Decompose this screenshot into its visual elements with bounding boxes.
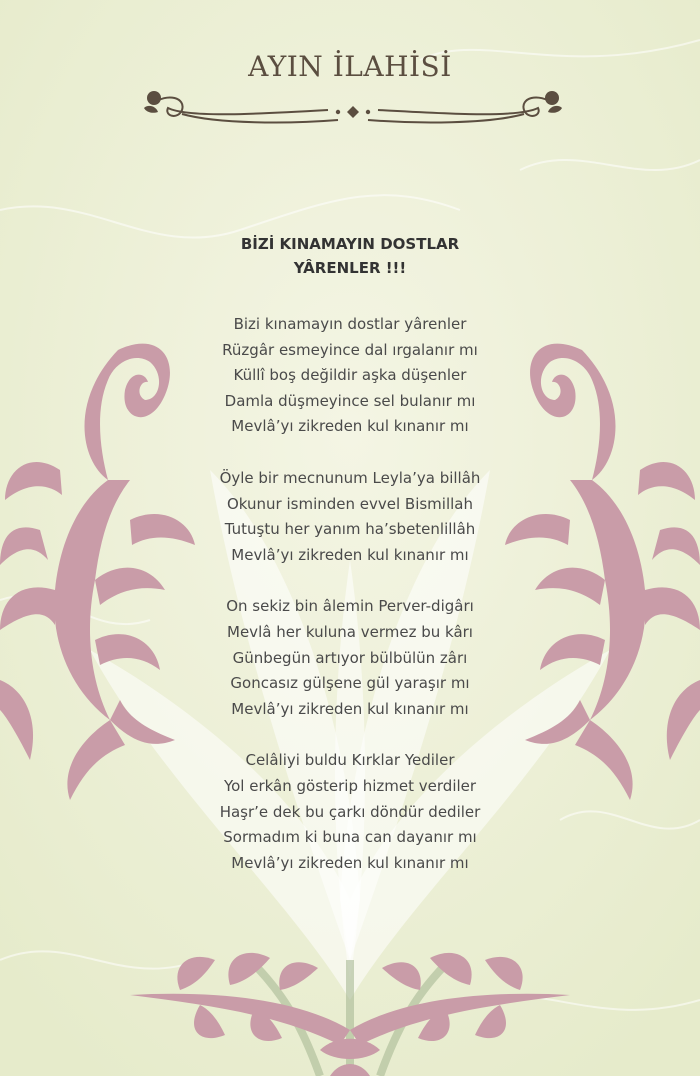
stanza-4 xyxy=(0,748,700,876)
verse-line: Okunur isminden evvel Bismillah xyxy=(226,494,473,513)
verse-line: Mevlâ her kuluna vermez bu kârı xyxy=(227,622,473,641)
verse-line: Haşr’e dek bu çarkı döndür dediler xyxy=(219,802,481,821)
divider-right-swirl xyxy=(378,97,554,115)
poem-title-line-1: BİZİ KINAMAYIN DOSTLAR xyxy=(240,235,460,253)
divider-left-swirl xyxy=(152,97,328,115)
verse-line: Damla düşmeyince sel bulanır mı xyxy=(224,391,476,410)
divider-lower-right xyxy=(368,114,524,122)
dot-left xyxy=(336,110,340,114)
stanza-2 xyxy=(0,466,700,568)
verse-line: Bizi kınamayın dostlar yârenler xyxy=(233,315,467,333)
verse-line: Tutuştu her yanım ha’sbetenlillâh xyxy=(224,520,476,539)
stanza-1 xyxy=(0,312,700,440)
poem-title-line-2: YÂRENLER !!! xyxy=(293,259,407,277)
page-title: AYIN İLAHİSİ xyxy=(248,50,452,83)
leaf-left-icon xyxy=(144,106,158,113)
stanza-3 xyxy=(0,594,700,722)
verse-line: Küllî boş değildir aşka düşenler xyxy=(233,366,467,385)
verse-line: Sormadım ki buna can dayanır mı xyxy=(223,828,477,847)
verse-line: Mevlâ’yı zikreden kul kınanır mı xyxy=(231,699,469,718)
title-divider-ornament xyxy=(138,84,568,130)
verse-line: Yol erkân gösterip hizmet verdiler xyxy=(223,776,477,795)
verse-line: On sekiz bin âlemin Perver-digârı xyxy=(226,597,474,616)
divider-lower-left xyxy=(182,114,338,122)
poem-title xyxy=(0,232,700,280)
verse-line: Celâliyi buldu Kırklar Yediler xyxy=(245,751,455,770)
diamond-center-icon xyxy=(347,106,359,118)
rose-right-icon xyxy=(545,91,559,105)
rose-left-icon xyxy=(147,91,161,105)
leaf-right-icon xyxy=(548,106,562,113)
verse-line: Goncasız gülşene gül yaraşır mı xyxy=(230,674,470,693)
verse-line: Öyle bir mecnunum Leyla’ya billâh xyxy=(219,468,481,487)
verse-line: Rüzgâr esmeyince dal ırgalanır mı xyxy=(222,340,478,359)
verse-line: Mevlâ’yı zikreden kul kınanır mı xyxy=(231,545,469,564)
dot-right xyxy=(366,110,370,114)
verse-line: Günbegün artıyor bülbülün zârı xyxy=(232,648,468,667)
verse-line: Mevlâ’yı zikreden kul kınanır mı xyxy=(231,853,469,872)
poem xyxy=(0,232,700,902)
verse-line: Mevlâ’yı zikreden kul kınanır mı xyxy=(231,417,469,436)
